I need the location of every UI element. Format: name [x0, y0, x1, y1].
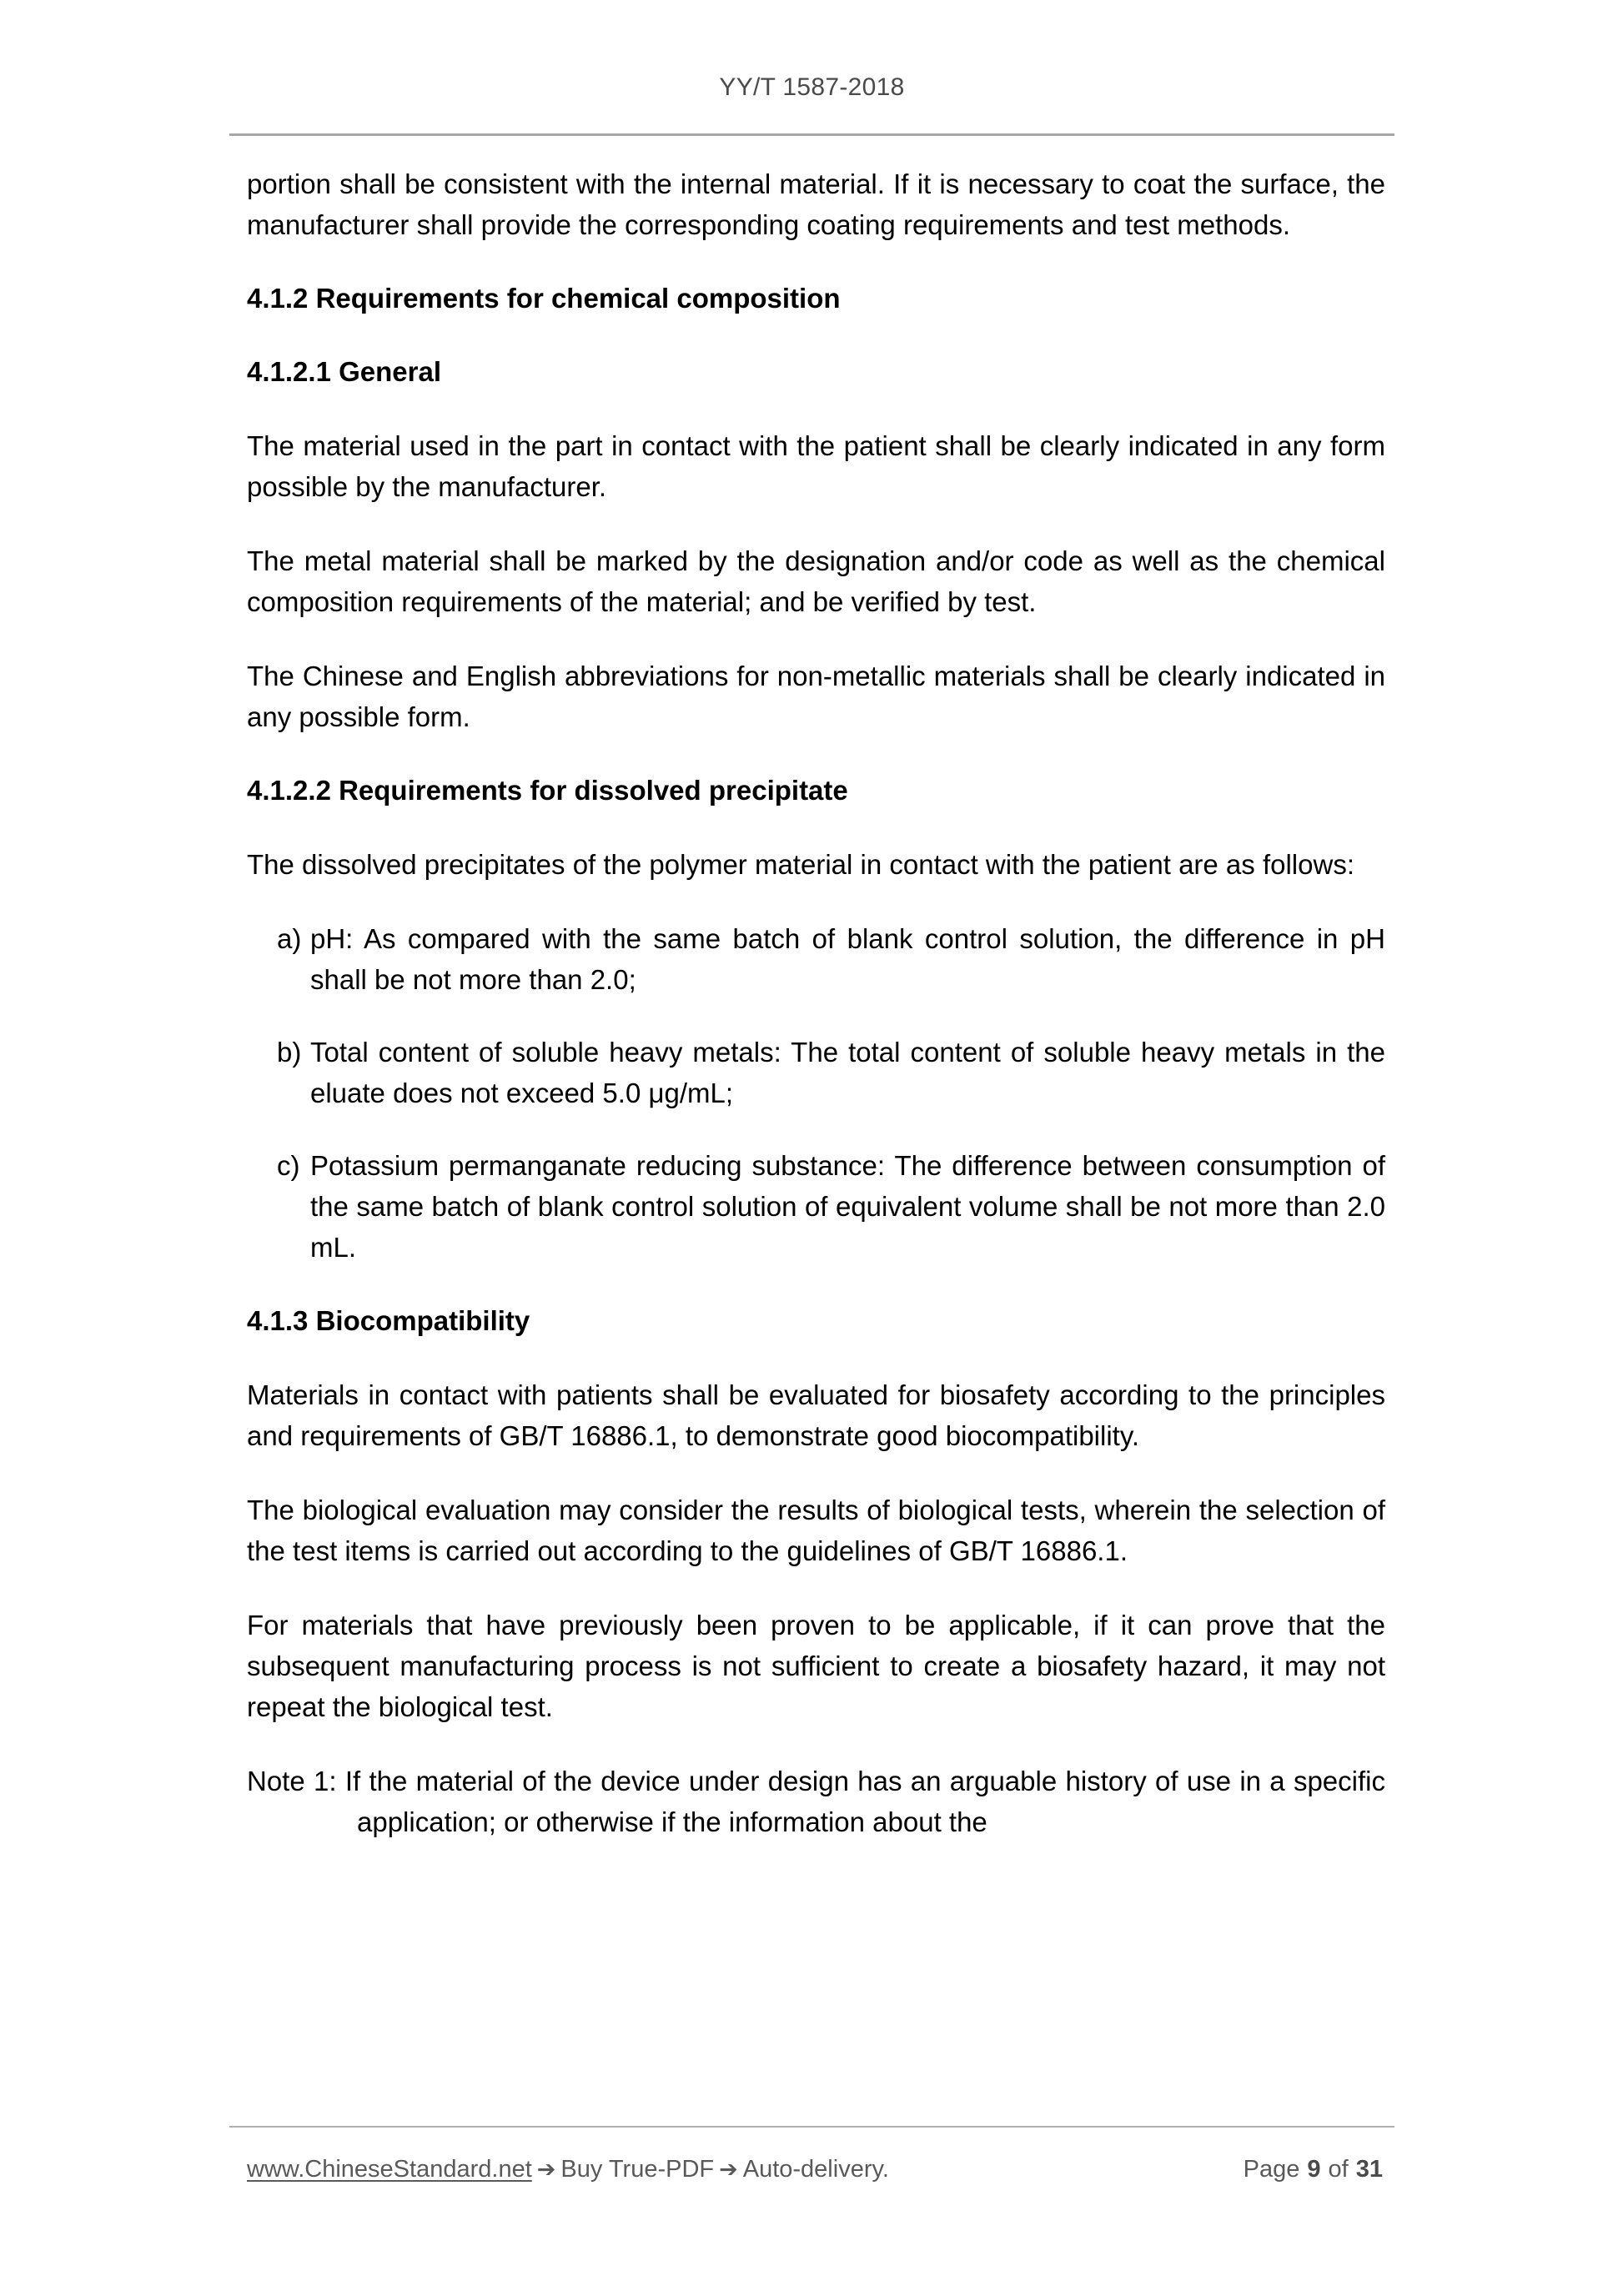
paragraph-continuation: portion shall be consistent with the internal material. If it is necessary to coat the surface, the manufacturer shall provide the corresponding coating requirements and test methods.: [247, 168, 1385, 240]
footer-promo-auto-delivery: Auto-delivery.: [742, 2156, 889, 2183]
list-item-marker: b): [277, 1037, 302, 1068]
paragraph-4-1-3-1: Materials in contact with patients shall be evaluated for biosafety according to the principles and requirements of GB/T 16886.1, to demonstrate good biocompatibility.: [247, 1379, 1385, 1451]
heading-4-1-2-2: 4.1.2.2 Requirements for dissolved precipitate: [247, 775, 848, 806]
list-item-marker: a): [277, 923, 302, 954]
standard-code-header: YY/T 1587-2018: [719, 73, 905, 101]
chinesestandard-link[interactable]: www.ChineseStandard.net: [247, 2156, 532, 2183]
footer-promo: [247, 2150, 889, 2188]
document-body: [247, 163, 1385, 1842]
list-item-text: pH: As compared with the same batch of blank control solution, the difference in pH shall be not more than 2.0;: [310, 923, 1385, 995]
footer-promo-buy-true-pdf: Buy True-PDF: [560, 2156, 715, 2183]
page-header: [229, 73, 1394, 101]
current-page-number: 9: [1307, 2156, 1321, 2183]
header-divider-rule: [229, 133, 1394, 136]
list-item: [247, 918, 1385, 1000]
arrow-right-icon: ➔: [536, 2157, 556, 2182]
heading-4-1-2: 4.1.2 Requirements for chemical composition: [247, 283, 841, 314]
paragraph-4-1-2-1-1: The material used in the part in contact with the patient shall be clearly indicated in any form possible by the manufacturer.: [247, 430, 1385, 502]
list-item-marker: c): [277, 1150, 300, 1181]
page-number-indicator: [1244, 2150, 1383, 2188]
paragraph-4-1-3-3: For materials that have previously been proven to be applicable, if it can prove that the subsequent manufacturing process is not sufficient to create a biosafety hazard, it may not repeat the biological test.: [247, 1610, 1385, 1722]
paragraph-4-1-3-2: The biological evaluation may consider the results of biological tests, wherein the selection of the test items is carried out according to the guidelines of GB/T 16886.1.: [247, 1495, 1385, 1566]
footer-divider-rule: [229, 2126, 1394, 2128]
paragraph-4-1-2-1-2: The metal material shall be marked by the designation and/or code as well as the chemical composition requirements of the material; and be verified by test.: [247, 545, 1385, 617]
list-item-text: Total content of soluble heavy metals: The total content of soluble heavy metals in the eluate does not exceed 5.0 μg/mL;: [310, 1037, 1385, 1108]
list-item-text: Potassium permanganate reducing substance: The difference between consumption of the same batch of blank control solution of equivalent volume shall be not more than 2.0 mL.: [310, 1150, 1385, 1263]
total-page-count: 31: [1355, 2156, 1383, 2183]
heading-4-1-3: 4.1.3 Biocompatibility: [247, 1305, 530, 1336]
paragraph-4-1-2-2-intro: The dissolved precipitates of the polymer material in contact with the patient are as follows:: [247, 849, 1354, 880]
page-footer: [229, 2150, 1394, 2188]
arrow-right-icon: ➔: [719, 2157, 738, 2182]
heading-4-1-2-1: 4.1.2.1 General: [247, 356, 441, 387]
note-1: Note 1: If the material of the device under design has an arguable history of use in a specific application; or otherwise if the information about the: [247, 1766, 1385, 1837]
paragraph-4-1-2-1-3: The Chinese and English abbreviations for non-metallic materials shall be clearly indicated in any possible form.: [247, 661, 1385, 732]
of-label: of: [1328, 2156, 1349, 2183]
list-item: [247, 1145, 1385, 1268]
list-item: [247, 1032, 1385, 1113]
page-label: Page: [1243, 2156, 1300, 2183]
dissolved-precipitate-list: [247, 918, 1385, 1268]
